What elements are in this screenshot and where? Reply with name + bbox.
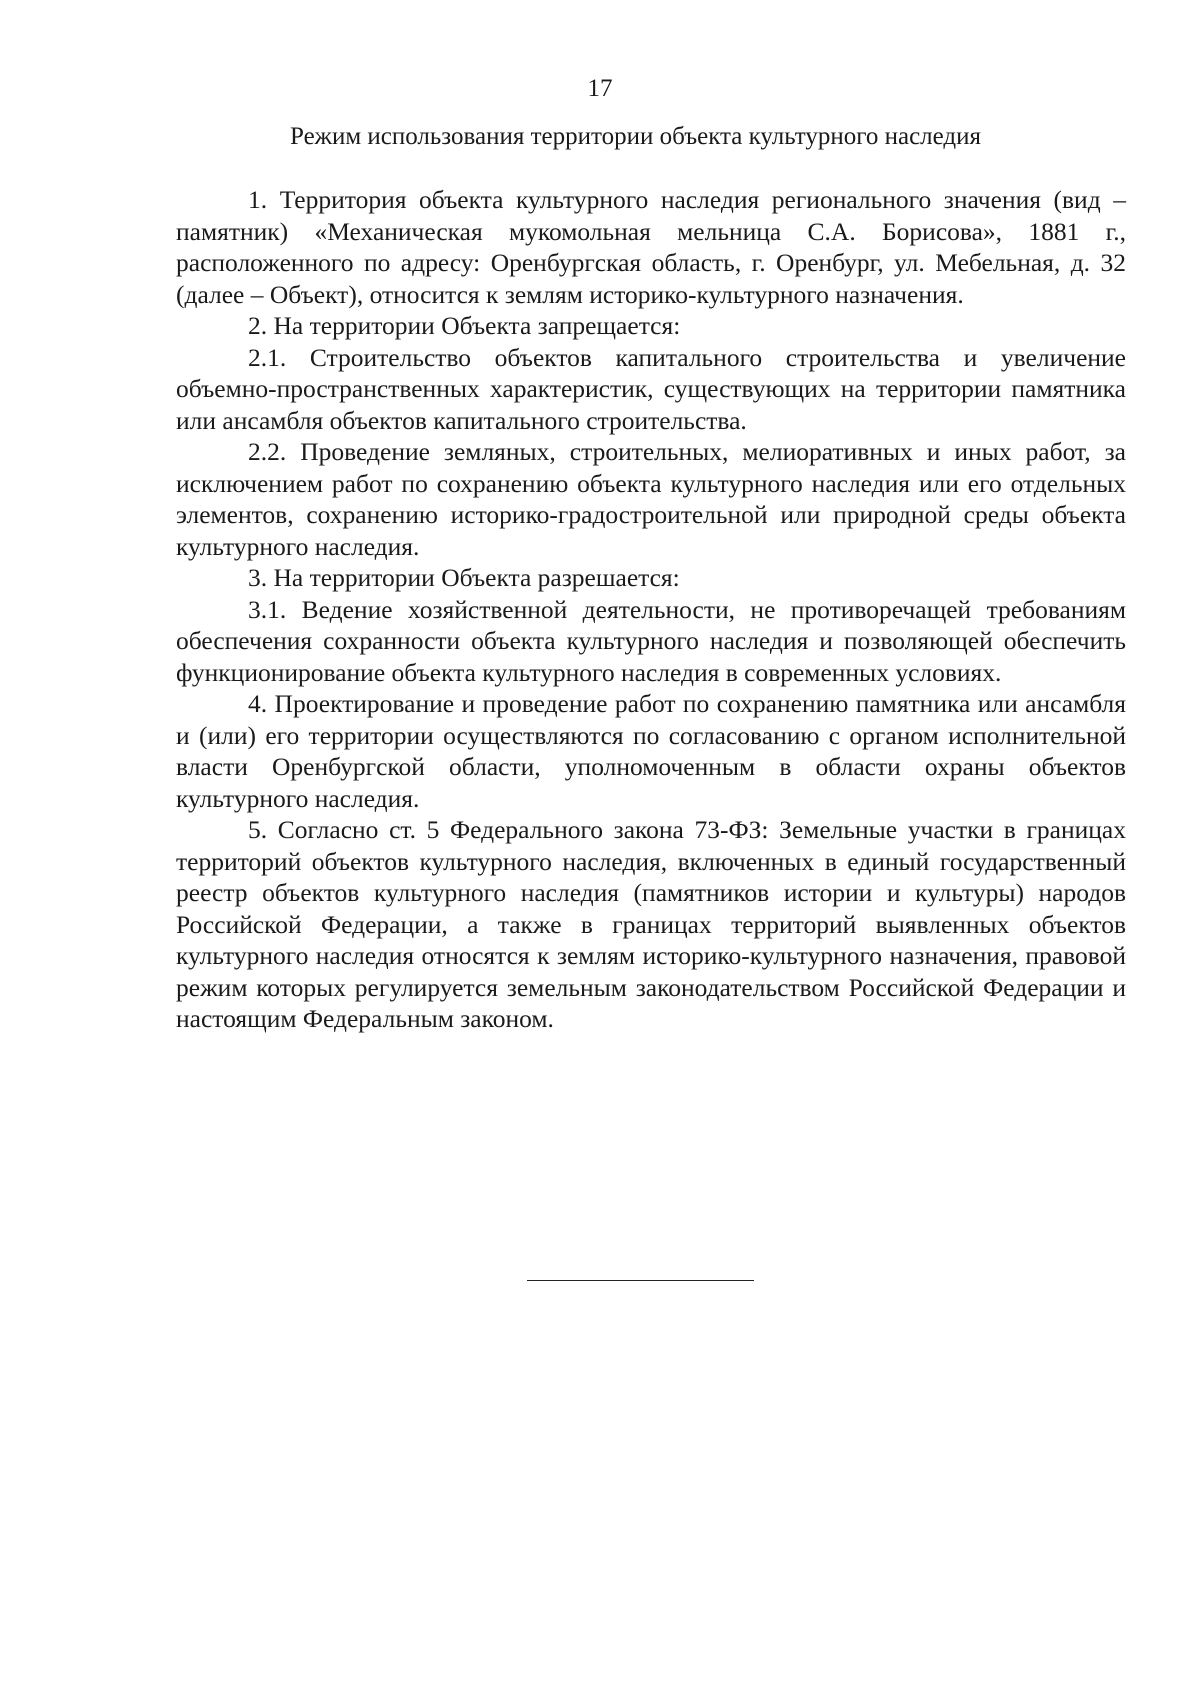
paragraph-5: 5. Согласно ст. 5 Федерального закона 73-ФЗ: Земельные участки в границах территорий объектов культурного наследия, включенных в единый государственный реестр объектов культурного наследия (памятников истории и культуры) народов Российской Федерации, а также в границах территорий выявленных объектов культурного наследия относятся к землям историко-культурного назначения, правовой режим которых регулируется земельным законодательством Российской Федерации и настоящим Федеральным законом. bbox=[176, 815, 1126, 1033]
paragraph-1: 1. Территория объекта культурного наследия регионального значения (вид – памятник) «Механическая мукомольная мельница С.А. Борисова», 1881 г., расположенного по адресу: Оренбургская область, г. Оренбург, ул. Мебельная, д. 32 (далее – Объект), относится к землям историко-культурного назначения. bbox=[176, 185, 1126, 309]
paragraph-3-1: 3.1. Ведение хозяйственной деятельности, не противоречащей требованиям обеспечения сохранности объекта культурного наследия и позволяющей обеспечить функционирование объекта культурного наследия в современных условиях. bbox=[176, 594, 1126, 687]
page-number: 17 bbox=[587, 75, 613, 102]
paragraph-4: 4. Проектирование и проведение работ по сохранению памятника или ансамбля и (или) его территории осуществляются по согласованию с органом исполнительной власти Оренбургской области, уполномоченным в области охраны объектов культурного наследия. bbox=[176, 689, 1126, 813]
paragraph-2-2: 2.2. Проведение земляных, строительных, мелиоративных и иных работ, за исключением работ по сохранению объекта культурного наследия или его отдельных элементов, сохранению историко-градостроительной или природной среды объекта культурного наследия. bbox=[176, 437, 1126, 561]
end-separator-line bbox=[527, 1280, 754, 1281]
paragraph-3: 3. На территории Объекта разрешается: bbox=[248, 563, 680, 592]
paragraph-2: 2. На территории Объекта запрещается: bbox=[248, 311, 681, 340]
document-body bbox=[176, 184, 1126, 1035]
paragraph-2-1: 2.1. Строительство объектов капитального строительства и увеличение объемно-пространственных характеристик, существующих на территории памятника или ансамбля объектов капитального строительства. bbox=[176, 342, 1126, 435]
section-title: Режим использования территории объекта культурного наследия bbox=[290, 123, 982, 150]
